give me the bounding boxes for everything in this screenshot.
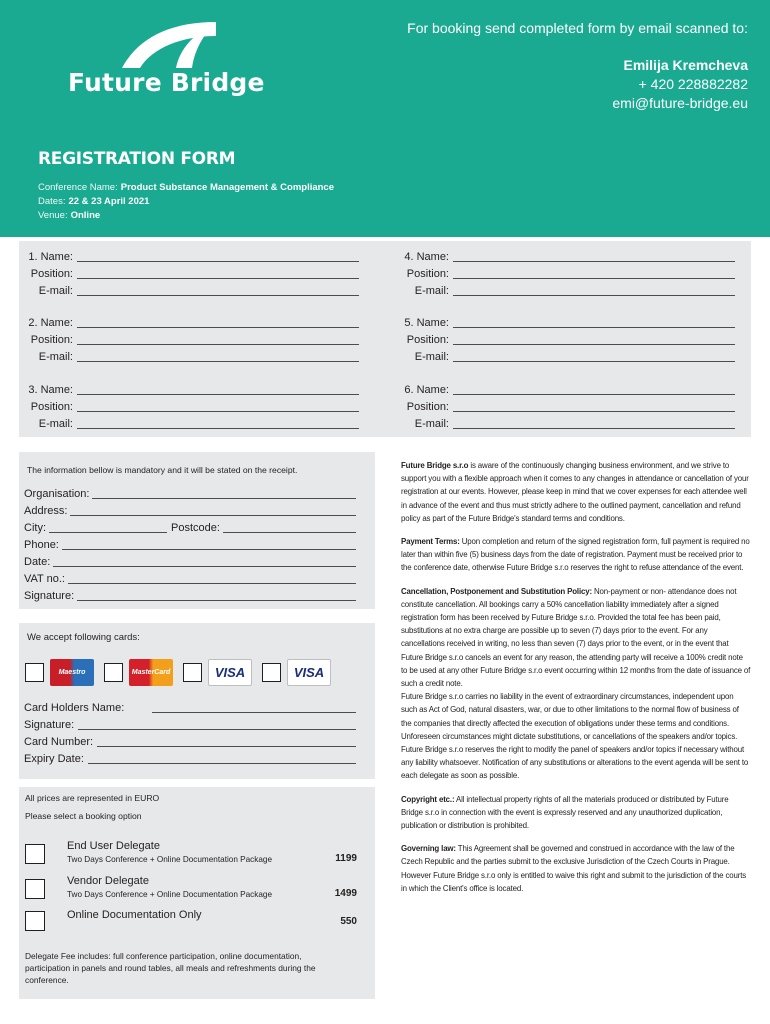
- venue-label: Venue:: [38, 210, 68, 221]
- currency-note: All prices are represented in EURO: [25, 793, 160, 803]
- dates-label: Dates:: [38, 196, 66, 207]
- email-field[interactable]: [77, 284, 359, 296]
- name-label: 1. Name:: [28, 251, 73, 263]
- option-price: 550: [340, 916, 357, 927]
- visa-electron-logo-icon: VISA: [287, 659, 331, 686]
- brand-name: Future Bridge: [68, 68, 265, 97]
- position-label: Position:: [30, 268, 73, 280]
- email-label: E-mail:: [414, 418, 449, 430]
- contact-name: Emilija Kremcheva: [623, 57, 748, 73]
- contact-email[interactable]: emi@future-bridge.eu: [612, 95, 748, 111]
- email-label: E-mail:: [414, 285, 449, 297]
- option-price: 1199: [335, 853, 357, 864]
- page-title: REGISTRATION FORM: [38, 149, 236, 169]
- email-field[interactable]: [453, 284, 735, 296]
- terms-and-conditions: [401, 459, 751, 905]
- name-label: 6. Name:: [404, 384, 449, 396]
- terms-governing-law: Governing law: This Agreement shall be governed and construed in accordance with the law of the Czech Republic and the parties submit to the exclusive Jurisdiction of the Czech Courts in Prague. However Future Bridge s.r.o only is entitled to waive this right and submit to the jurisdiction of the courts in which the Client's office is located.: [401, 844, 747, 893]
- email-label: E-mail:: [38, 418, 73, 430]
- email-label: E-mail:: [38, 285, 73, 297]
- name-field[interactable]: [453, 316, 735, 328]
- position-label: Position:: [406, 334, 449, 346]
- option-desc: Two Days Conference + Online Documentation Package: [67, 855, 273, 864]
- signature-label: Signature:: [24, 590, 75, 602]
- documentation-checkbox[interactable]: [25, 911, 45, 931]
- card-holder-field[interactable]: [152, 701, 356, 713]
- terms-cancellation: Cancellation, Postponement and Substitution Policy: Non-payment or non- attendance does not constitute cancellation. All bookings carry a 50% cancellation liability immediately after a signed registration form has been received by Future Bridge s.r.o. Provided the total fee has been paid, substitutions at no extra charge are possible up to seven (7) days prior to the event. For any cancellations received in writing, no less than seven (7) days prior to the event, or in the event that Future Bridge s.r.o cancels an event for any reason, the attending party will receive a 100% credit note to be used at any other Future Bridge s.r.o event occurring within 12 months from the date of issuance of such a credit note.: [401, 586, 751, 689]
- organisation-label: Organisation:: [24, 488, 90, 500]
- fee-note: Delegate Fee includes: full conference participation, online documentation, participation in panels and round tables, all meals and refreshments during the conference.: [25, 951, 316, 985]
- terms-payment: Payment Terms: Upon completion and return of the signed registration form, full payment is required no later than within five (5) business days from the date of registration. Payment must be received prior to the conference date, otherwise Future Bridge s.r.o reserves the right to refuse attendance of the event.: [401, 537, 750, 573]
- email-field[interactable]: [77, 350, 359, 362]
- attendee-block-4: [395, 249, 735, 300]
- card-signature-label: Signature:: [24, 719, 75, 731]
- option-desc: Two Days Conference + Online Documentation Package: [67, 890, 273, 899]
- organisation-field[interactable]: [92, 487, 356, 499]
- cards-panel: [19, 623, 375, 779]
- vat-label: VAT no.:: [24, 573, 65, 585]
- date-field[interactable]: [53, 555, 356, 567]
- visa-logo-icon: VISA: [208, 659, 252, 686]
- name-label: 5. Name:: [404, 317, 449, 329]
- vendor-checkbox[interactable]: [25, 879, 45, 899]
- position-field[interactable]: [453, 400, 735, 412]
- position-label: Position:: [30, 401, 73, 413]
- expiry-date-label: Expiry Date:: [24, 753, 84, 765]
- contact-phone: + 420 228882282: [638, 76, 748, 92]
- email-label: E-mail:: [38, 351, 73, 363]
- position-field[interactable]: [453, 333, 735, 345]
- card-number-field[interactable]: [97, 735, 356, 747]
- terms-liability: Future Bridge s.r.o carries no liability in the event of extraordinary circumstances, independent upon such as Act of God, natural disasters, war, or due to other limitations to the normal flow of business of the companies that directly affected the execution of obligations under these terms and conditions.: [401, 692, 739, 728]
- card-number-label: Card Number:: [24, 736, 94, 748]
- contact-block: [612, 56, 748, 113]
- name-field[interactable]: [77, 316, 359, 328]
- phone-field[interactable]: [62, 538, 356, 550]
- maestro-checkbox[interactable]: [25, 663, 44, 682]
- attendee-block-2: [19, 315, 359, 366]
- terms-copyright: Copyright etc.: All intellectual property rights of all the materials produced or distributed by Future Bridge s.r.o in connection with the event is expressly reserved and any unauthorized duplication, publication or distribution is prohibited.: [401, 794, 729, 831]
- option-name: Vendor Delegate: [67, 875, 149, 887]
- organisation-fields: [24, 486, 356, 605]
- date-label: Date:: [24, 556, 51, 568]
- card-signature-field[interactable]: [78, 718, 356, 730]
- terms-intro: Future Bridge s.r.o is aware of the continuously changing business environment, and we strive to support you with a flexible approach when it comes to any changes in attendance or cancellation of your registration at our events. However, please keep in mind that we cover expenses for each attendee well in advance of the event and thus must strictly adhere to the outlined payment, cancellation and refund policy as part of the Future Bridge's standard terms and conditions.: [401, 461, 749, 523]
- organisation-panel: [19, 452, 375, 609]
- conference-label: Conference Name:: [38, 182, 118, 193]
- brand-logo: [68, 18, 278, 104]
- position-field[interactable]: [77, 400, 359, 412]
- address-field[interactable]: [70, 504, 356, 516]
- end-user-checkbox[interactable]: [25, 844, 45, 864]
- position-field[interactable]: [77, 333, 359, 345]
- name-label: 4. Name:: [404, 251, 449, 263]
- postcode-field[interactable]: [223, 521, 356, 533]
- name-field[interactable]: [453, 383, 735, 395]
- position-field[interactable]: [77, 267, 359, 279]
- city-field[interactable]: [49, 521, 167, 533]
- terms-modify: Future Bridge s.r.o reserves the right to modify the panel of speakers and/or topics if necessary without any liability whatsoever. Notification of any substitutions or alterations to the event agenda will be sent to each delegate as soon as possible.: [401, 745, 749, 781]
- name-field[interactable]: [77, 383, 359, 395]
- option-name: Online Documentation Only: [67, 909, 202, 921]
- position-label: Position:: [406, 401, 449, 413]
- booking-note: For booking send completed form by email scanned to:: [407, 20, 748, 36]
- position-label: Position:: [30, 334, 73, 346]
- mastercard-checkbox[interactable]: [104, 663, 123, 682]
- city-label: City:: [24, 522, 46, 534]
- cards-title: We accept following cards:: [27, 632, 140, 643]
- prices-panel: [19, 787, 375, 999]
- name-field[interactable]: [77, 250, 359, 262]
- email-field[interactable]: [453, 417, 735, 429]
- header-banner: [0, 0, 770, 237]
- vat-field[interactable]: [68, 572, 356, 584]
- card-fields: [24, 700, 356, 768]
- option-price: 1499: [334, 888, 357, 899]
- expiry-date-field[interactable]: [88, 752, 356, 764]
- card-holder-label: Card Holders Name:: [24, 702, 125, 714]
- signature-field[interactable]: [77, 589, 356, 601]
- name-label: 2. Name:: [28, 317, 73, 329]
- email-field[interactable]: [453, 350, 735, 362]
- address-label: Address:: [24, 505, 68, 517]
- select-note: Please select a booking option: [25, 811, 142, 821]
- visa-electron-checkbox[interactable]: [262, 663, 281, 682]
- mastercard-logo-icon: MasterCard: [129, 659, 173, 686]
- dates-value: 22 & 23 April 2021: [68, 196, 150, 207]
- conference-value: Product Substance Management & Compliance: [120, 182, 334, 193]
- position-field[interactable]: [453, 267, 735, 279]
- terms-unforeseen: Unforeseen circumstances might dictate substitutions, or cancellations of the speakers and/or topics.: [401, 731, 738, 741]
- attendees-panel: [19, 241, 751, 437]
- visa-checkbox[interactable]: [183, 663, 202, 682]
- venue-value: Online: [70, 210, 101, 221]
- conference-info: [38, 181, 334, 223]
- postcode-label: Postcode:: [171, 522, 220, 534]
- card-options: [25, 659, 341, 686]
- attendee-block-1: [19, 249, 359, 300]
- phone-label: Phone:: [24, 539, 59, 551]
- email-field[interactable]: [77, 417, 359, 429]
- maestro-logo-icon: Maestro: [50, 659, 94, 686]
- attendee-block-6: [395, 382, 735, 433]
- bridge-icon: [120, 18, 220, 70]
- position-label: Position:: [406, 268, 449, 280]
- email-label: E-mail:: [414, 351, 449, 363]
- name-label: 3. Name:: [28, 384, 73, 396]
- option-name: End User Delegate: [67, 840, 160, 852]
- name-field[interactable]: [453, 250, 735, 262]
- attendee-block-3: [19, 382, 359, 433]
- mandatory-note: The information bellow is mandatory and it will be stated on the receipt.: [27, 465, 298, 475]
- attendee-block-5: [395, 315, 735, 366]
